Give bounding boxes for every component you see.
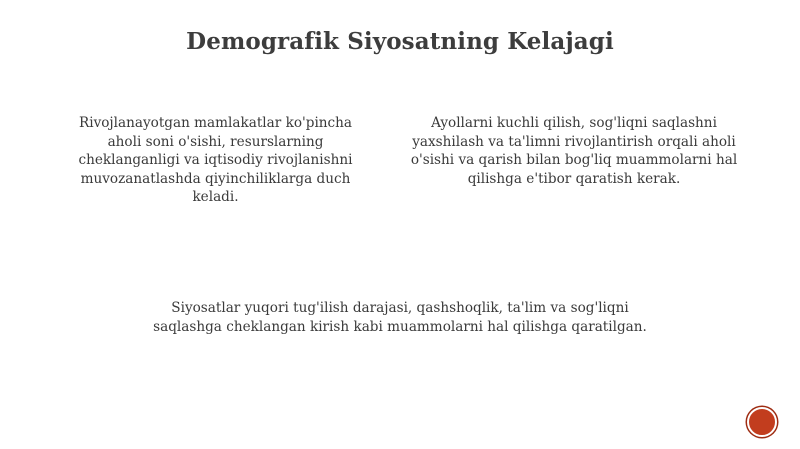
left-paragraph: Rivojlanayotgan mamlakatlar ko'pincha aholi soni o'sishi, resurslarning cheklanganligi va iqtisodiy rivojlanishni muvozanatlashda qiyinchiliklarga duch keladi. — [78, 115, 353, 205]
slide-title: Demografik Siyosatning Kelajagi — [186, 28, 614, 55]
circle-nav-icon[interactable] — [747, 407, 777, 437]
bottom-paragraph: Siyosatlar yuqori tug'ilish darajasi, qashshoqlik, ta'lim va sog'liqni saqlashga cheklangan kirish kabi muammolarni hal qilishga qaratilgan. — [153, 300, 647, 335]
right-paragraph: Ayollarni kuchli qilish, sog'liqni saqlashni yaxshilash va ta'limni rivojlantirish orqali aholi o'sishi va qarish bilan bog'liq muammolarni hal qilishga e'tibor qaratish kerak. — [410, 115, 738, 187]
